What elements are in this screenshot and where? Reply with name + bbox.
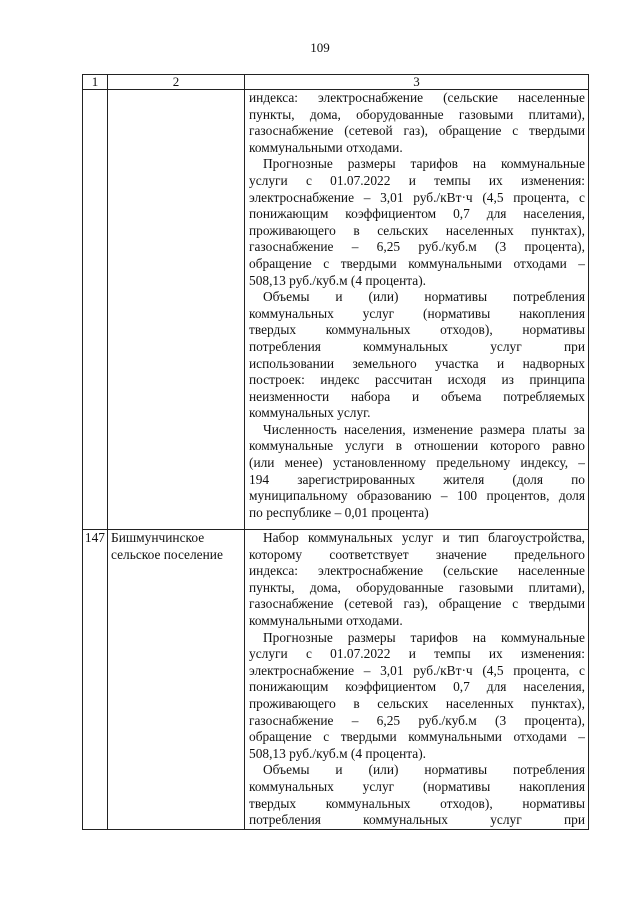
text-line: проживающего в сельских населенных пунктах), (249, 695, 585, 711)
text-line: индекса: электроснабжение (сельские населенные (249, 563, 585, 579)
text-line: 194 зарегистрированных жителя (доля по (249, 471, 585, 487)
text-line: проживающего в сельских населенных пунктах), (249, 222, 585, 238)
text-line: по республике – 0,01 процента) (249, 504, 429, 520)
text-line: коммунальных услуг (нормативы накопления (249, 305, 585, 321)
text-line: услуги с 01.07.2022 и темпы их изменения: (249, 646, 585, 662)
text-line: потребления коммунальных услуг при (249, 812, 585, 828)
text-line: коммунальных услуг (нормативы накопления (249, 778, 585, 794)
text-line: коммунальные услуги в отношении которого равно (249, 438, 585, 454)
paragraph (249, 630, 585, 763)
settlement-name-line: сельское поселение (111, 546, 223, 562)
header-col-1: 1 (83, 75, 108, 90)
text-line: понижающим коэффициентом 0,7 для населения, (249, 206, 585, 222)
header-col-2: 2 (108, 75, 245, 90)
settlement-name (108, 90, 245, 530)
text-line: обращение с твердыми коммунальными отходами – (249, 255, 585, 271)
text-line: пункты, дома, оборудованные газовыми плитами), (249, 106, 585, 122)
text-line: понижающим коэффициентом 0,7 для населения, (249, 679, 585, 695)
text-line: Численность населения, изменение размера платы за (263, 421, 585, 437)
text-line: пункты, дома, оборудованные газовыми плитами), (249, 579, 585, 595)
text-line: твердых коммунальных отходов), нормативы (249, 795, 585, 811)
text-line: коммунальными отходами. (249, 139, 403, 155)
text-line: обращение с твердыми коммунальными отходами – (249, 729, 585, 745)
text-line: 508,13 руб./куб.м (4 процента). (249, 745, 427, 761)
text-line: потребления коммунальных услуг при (249, 338, 585, 354)
text-line: газоснабжение – 6,25 руб./куб.м (3 процента), (249, 712, 585, 728)
paragraph (249, 156, 585, 289)
text-line: твердых коммунальных отходов), нормативы (249, 322, 585, 338)
row-number (83, 90, 108, 530)
settlement-name-line: Бишмунчинское (111, 530, 205, 545)
text-line: Объемы и (или) нормативы потребления (263, 289, 585, 305)
page-number: 109 (310, 40, 330, 55)
text-line: неизменности набора и объема потребляемых (249, 388, 585, 404)
text-line: Прогнозные размеры тарифов на коммунальные (263, 156, 585, 172)
row-content (245, 90, 589, 530)
text-line: коммунальными отходами. (249, 612, 403, 628)
text-line: газоснабжение (сетевой газ), обращение с твердыми (249, 596, 585, 612)
text-line: использовании земельного участка и надворных (249, 355, 585, 371)
row-number: 147 (83, 530, 108, 830)
text-line: Объемы и (или) нормативы потребления (263, 762, 585, 778)
paragraph (249, 422, 585, 522)
text-line: коммунальных услуг. (249, 405, 371, 421)
text-line: услуги с 01.07.2022 и темпы их изменения: (249, 172, 585, 188)
paragraph (249, 289, 585, 422)
text-line: газоснабжение (сетевой газ), обращение с твердыми (249, 123, 585, 139)
tariff-table (82, 74, 589, 830)
text-line: газоснабжение – 6,25 руб./куб.м (3 процента), (249, 239, 585, 255)
paragraph (249, 90, 585, 156)
paragraph (249, 762, 585, 828)
paragraph (249, 530, 585, 630)
text-line: (или менее) установленному предельному индексу, – (249, 455, 585, 471)
table-header-row (83, 75, 589, 90)
text-line: которому соответствует значение предельного (249, 546, 585, 562)
text-line: электроснабжение – 3,01 руб./кВт·ч (4,5 процента, с (249, 662, 585, 678)
text-line: построек: индекс рассчитан исходя из принципа (249, 372, 585, 388)
text-line: Прогнозные размеры тарифов на коммунальные (263, 629, 585, 645)
header-col-3: 3 (245, 75, 589, 90)
table-row (83, 530, 589, 830)
settlement-name (108, 530, 245, 830)
text-line: индекса: электроснабжение (сельские населенные (249, 90, 585, 105)
text-line: электроснабжение – 3,01 руб./кВт·ч (4,5 процента, с (249, 189, 585, 205)
text-line: муниципальному образованию – 100 процентов, доля (249, 488, 585, 504)
row-content (245, 530, 589, 830)
text-line: 508,13 руб./куб.м (4 процента). (249, 272, 427, 288)
text-line: Набор коммунальных услуг и тип благоустройства, (263, 530, 585, 545)
table-row (83, 90, 589, 530)
